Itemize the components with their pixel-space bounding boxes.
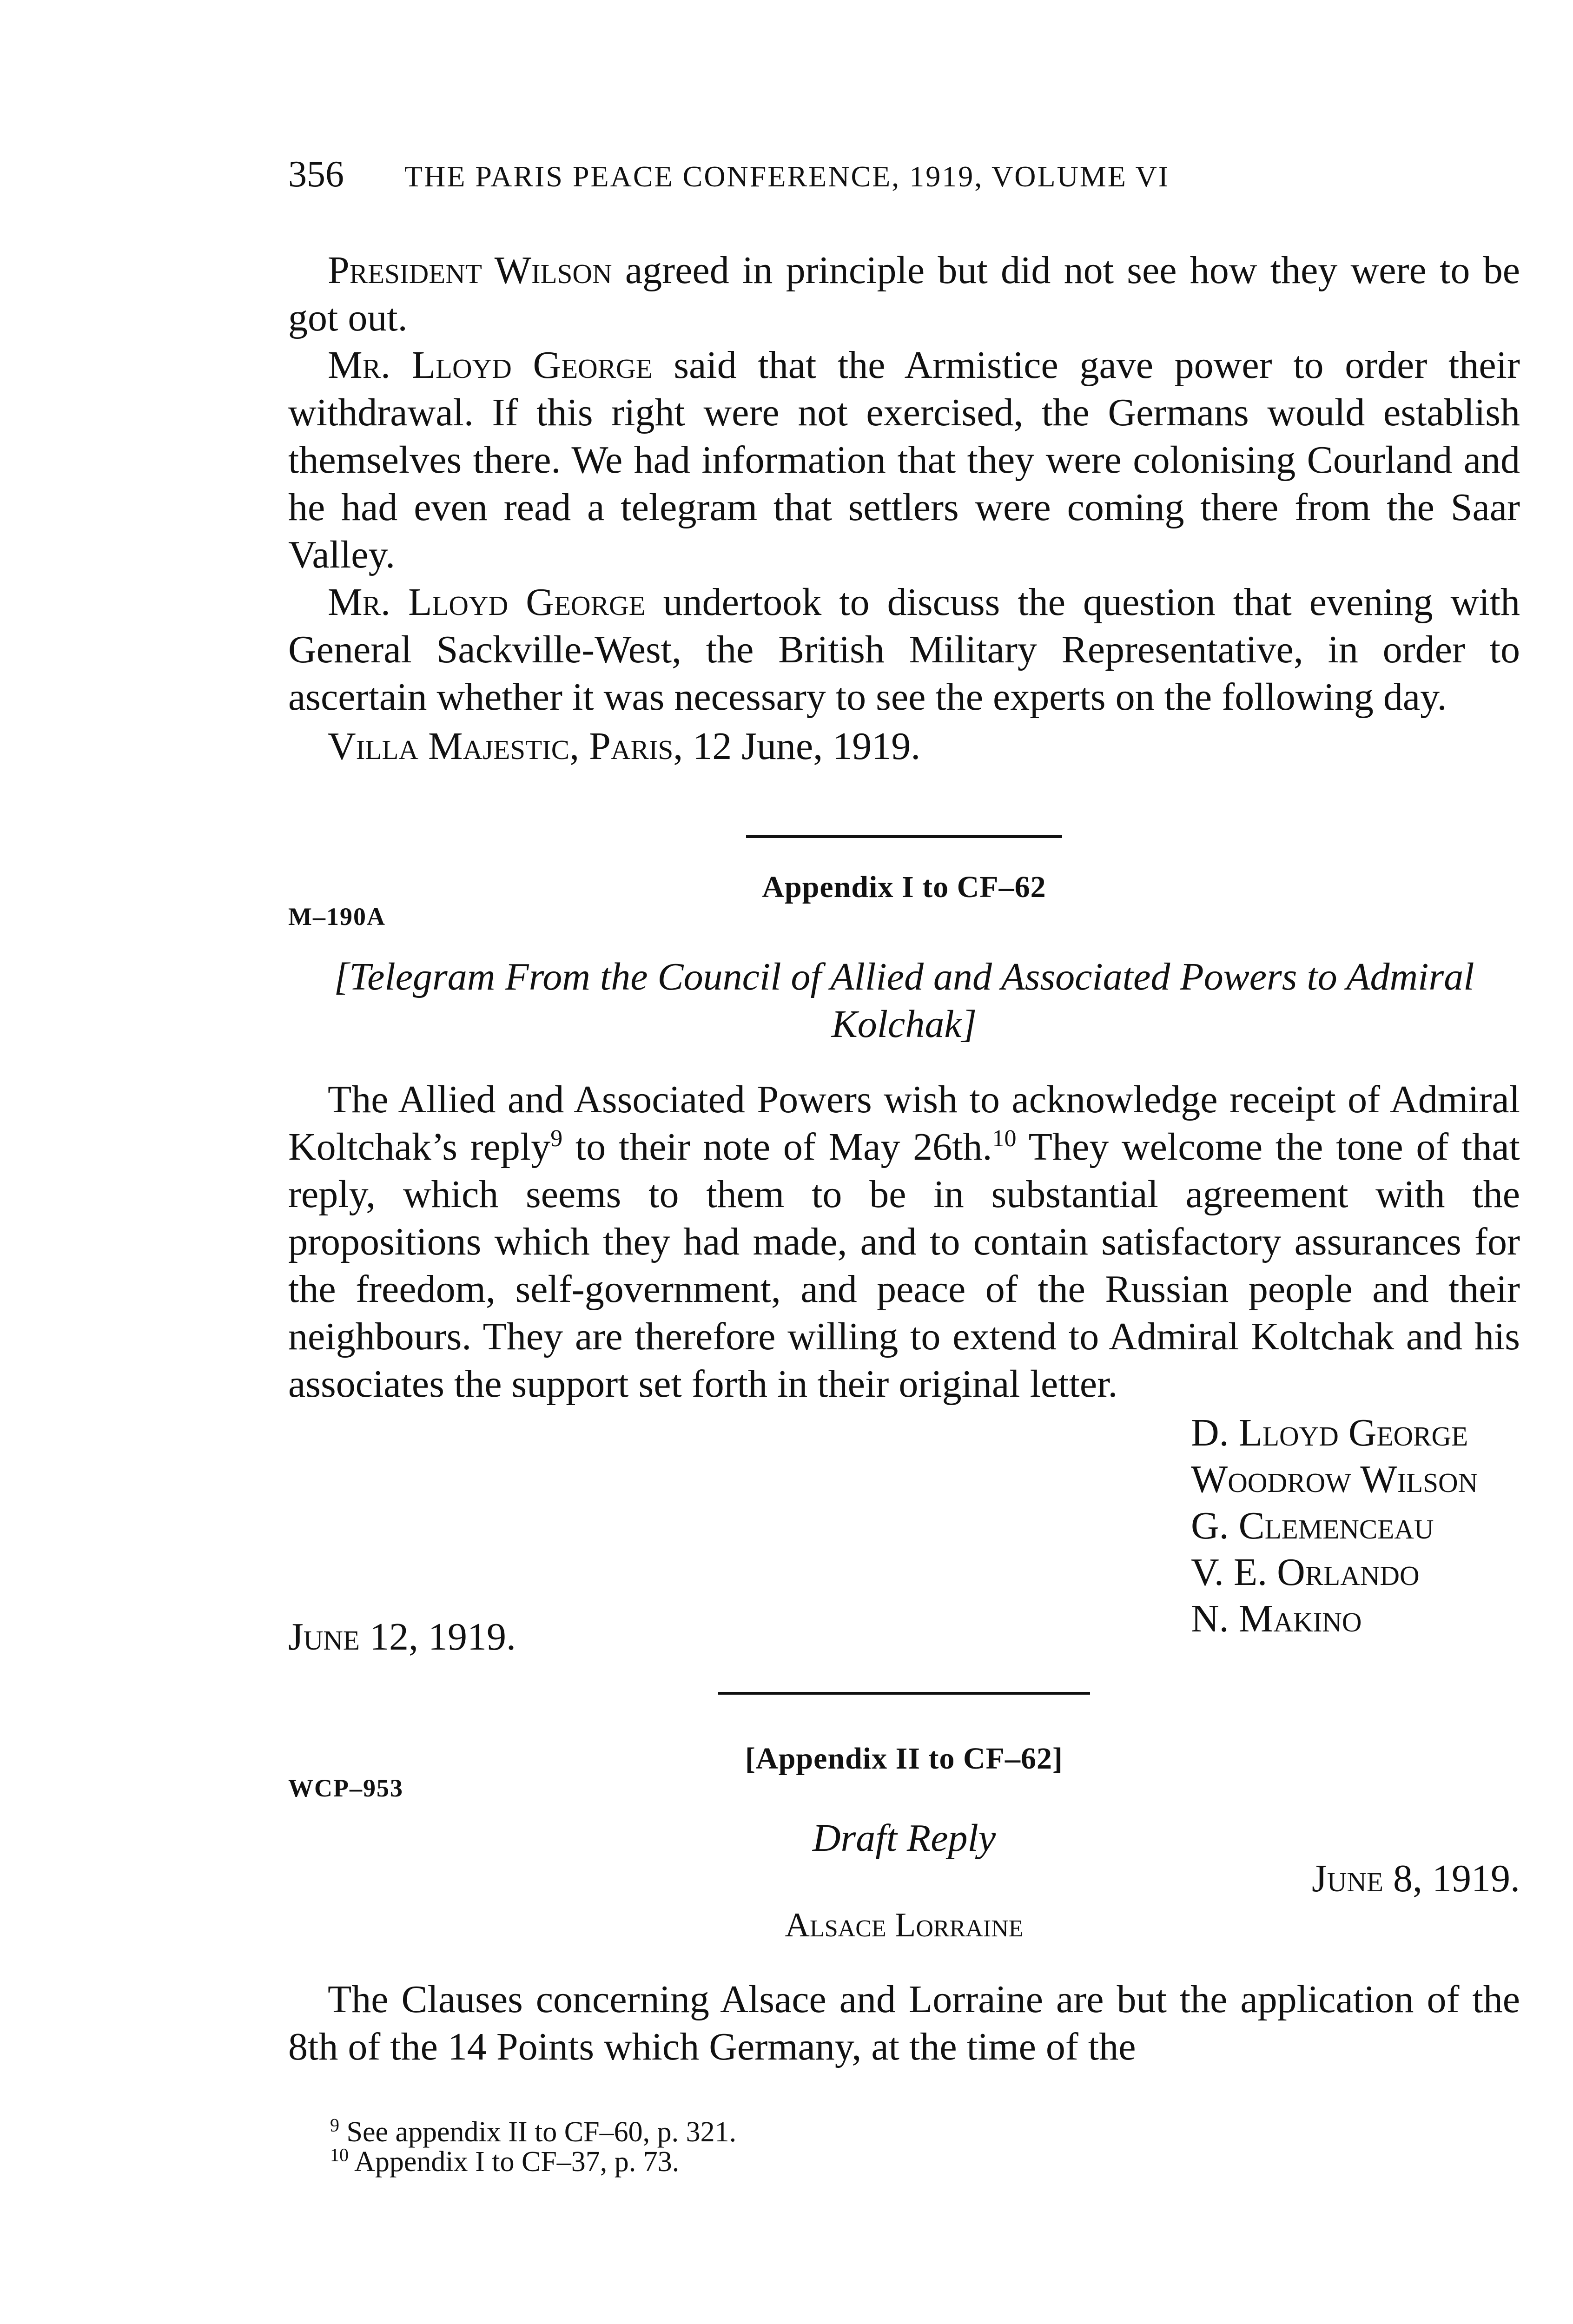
speaker-name: Mr. Lloyd George bbox=[328, 343, 653, 387]
section-heading: Alsace Lorraine bbox=[785, 1906, 1024, 1944]
dateline-place: Villa Majestic, Paris, bbox=[328, 725, 683, 768]
section-divider bbox=[718, 1692, 1090, 1695]
paragraph bbox=[288, 342, 1520, 579]
section-divider bbox=[746, 835, 1062, 838]
footnote-ref: 10 bbox=[992, 1125, 1017, 1152]
running-header bbox=[288, 153, 1520, 196]
footnote-text: Appendix I to CF–37, p. 73. bbox=[349, 2146, 680, 2178]
footnote-text: See appendix II to CF–60, p. 321. bbox=[339, 2116, 737, 2148]
appendix-heading-row bbox=[288, 1741, 1520, 1802]
draft-date: June 8, 1919. bbox=[1312, 1857, 1520, 1900]
signatory: Woodrow Wilson bbox=[1191, 1458, 1478, 1501]
signatory: N. Makino bbox=[1191, 1597, 1362, 1640]
paragraph-text: said that the Armistice gave power to order their withdrawal. If this right were not exercised, the Germans would establish themselves there. We had information that they were colonising Courland and he had even read a telegram that settlers were coming there from the Saar Valley. bbox=[288, 343, 1520, 576]
speaker-name: Mr. Lloyd George bbox=[328, 581, 646, 624]
dateline-date: 12 June, 1919. bbox=[683, 725, 921, 768]
document-code: M–190A bbox=[288, 903, 386, 931]
footnote-mark: 9 bbox=[330, 2114, 339, 2136]
footnote bbox=[330, 2114, 1520, 2148]
draft-title: Draft Reply bbox=[812, 1816, 996, 1860]
footnote bbox=[330, 2144, 1520, 2178]
footnotes bbox=[330, 2114, 1520, 2178]
dateline bbox=[328, 723, 1520, 770]
signatory: G. Clemenceau bbox=[1191, 1504, 1434, 1547]
paragraph bbox=[288, 579, 1520, 721]
telegram-text: The Allied and Associated Powers wish to acknowledge receipt of Admiral Koltchak’s reply bbox=[288, 1078, 1520, 1169]
footnote-ref: 9 bbox=[550, 1125, 563, 1152]
document-page bbox=[288, 153, 1520, 2177]
paragraph-text: agreed in principle but did not see how they were to be got out. bbox=[288, 249, 1520, 339]
telegram-text: to their note of May 26th. bbox=[562, 1125, 992, 1169]
paragraph-text: undertook to discuss the question that evening with General Sackville-West, the British Military Representative, in order to ascertain whether it was necessary to see the experts on the following day. bbox=[288, 581, 1520, 719]
telegram-text: They welcome the tone of that reply, which seems to them to be in substantial agreement with the propositions which they had made, and to contain satisfactory assurances for the freedom, self-government, and peace of the Russian people and their neighbours. They are therefore willing to extend to Admiral Koltchak and his associates the support set forth in their original letter. bbox=[288, 1125, 1520, 1406]
speaker-name: President Wilson bbox=[328, 249, 612, 292]
signatories bbox=[1191, 1410, 1520, 1642]
appendix-heading-row bbox=[288, 870, 1520, 935]
signatory: V. E. Orlando bbox=[1191, 1551, 1420, 1594]
running-title: THE PARIS PEACE CONFERENCE, 1919, VOLUME VI bbox=[404, 160, 1170, 193]
telegram-body bbox=[288, 1076, 1520, 1408]
appendix-title: [Appendix II to CF–62] bbox=[745, 1742, 1063, 1776]
telegram-date: June 12, 1919. bbox=[288, 1615, 516, 1658]
document-code: WCP–953 bbox=[288, 1774, 403, 1802]
footnote-mark: 10 bbox=[330, 2144, 349, 2166]
page-number: 356 bbox=[288, 154, 344, 195]
signatory: D. Lloyd George bbox=[1191, 1411, 1468, 1454]
paragraph: The Clauses concerning Alsace and Lorraine are but the application of the 8th of the 14 Points which Germany, at the time of the bbox=[288, 1978, 1520, 2068]
paragraph bbox=[288, 247, 1520, 342]
appendix-title: Appendix I to CF–62 bbox=[762, 870, 1046, 904]
appendix-subtitle: [Telegram From the Council of Allied and Associated Powers to Admiral Kolchak] bbox=[334, 955, 1474, 1046]
